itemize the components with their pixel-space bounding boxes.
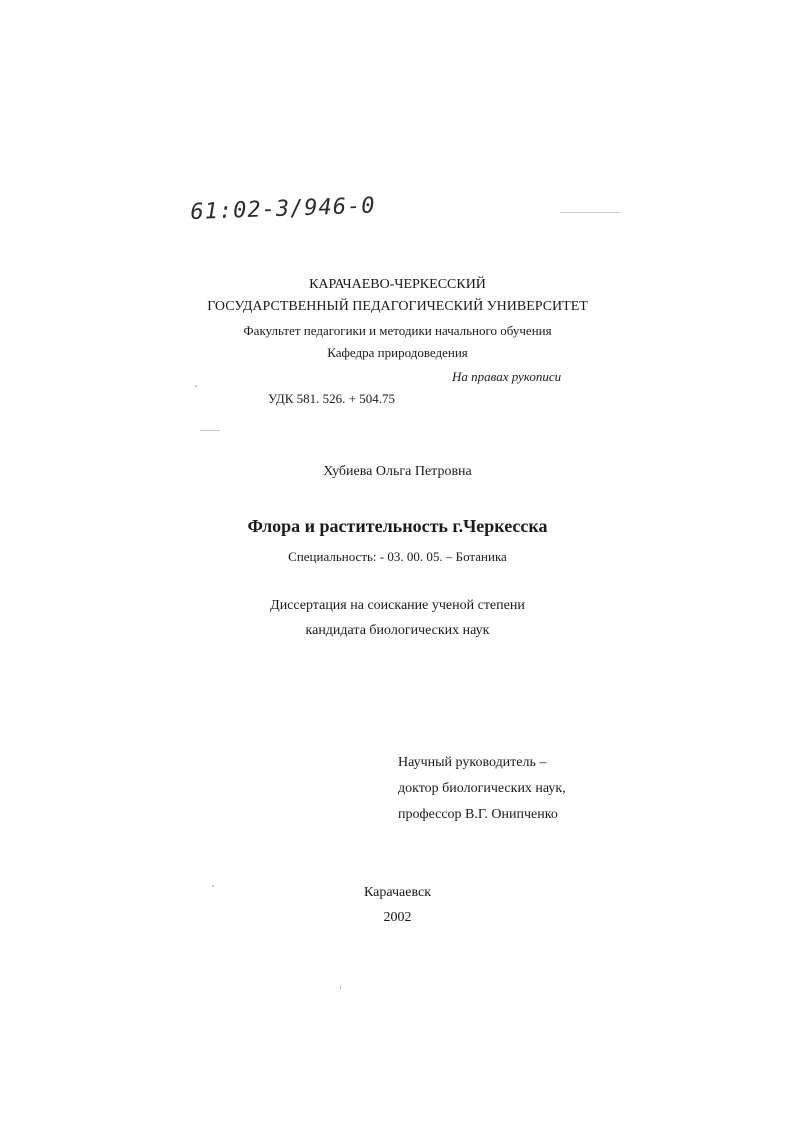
scan-artifact <box>340 985 341 989</box>
university-line-1: КАРАЧАЕВО-ЧЕРКЕССКИЙ <box>309 277 486 292</box>
specialty: Специальность: - 03. 00. 05. – Ботаника <box>288 549 507 564</box>
degree-line-1: Диссертация на соискание ученой степени <box>270 598 525 613</box>
degree-line-2: кандидата биологических наук <box>305 623 490 638</box>
scan-artifact <box>195 385 197 387</box>
author-name: Хубиева Ольга Петровна <box>323 464 472 479</box>
supervisor-line-1: Научный руководитель – <box>398 755 547 770</box>
scan-artifact <box>560 212 620 213</box>
archive-number-handwritten: 61:02-3/946-0 <box>190 193 376 225</box>
supervisor-line-3: профессор В.Г. Онипченко <box>398 807 558 822</box>
faculty-name: Факультет педагогики и методики начального обучения <box>243 323 552 338</box>
department-name: Кафедра природоведения <box>327 345 468 360</box>
city: Карачаевск <box>363 885 432 900</box>
manuscript-rights: На правах рукописи <box>452 369 562 384</box>
udk-code: УДК 581. 526. + 504.75 <box>268 391 396 406</box>
dissertation-title: Флора и растительность г.Черкесска <box>247 516 548 536</box>
university-line-2: ГОСУДАРСТВЕННЫЙ ПЕДАГОГИЧЕСКИЙ УНИВЕРСИТЕТ <box>207 299 588 314</box>
supervisor-line-2: доктор биологических наук, <box>398 781 566 796</box>
scan-artifact <box>212 885 214 887</box>
year: 2002 <box>383 910 412 925</box>
scan-artifact <box>200 430 220 431</box>
